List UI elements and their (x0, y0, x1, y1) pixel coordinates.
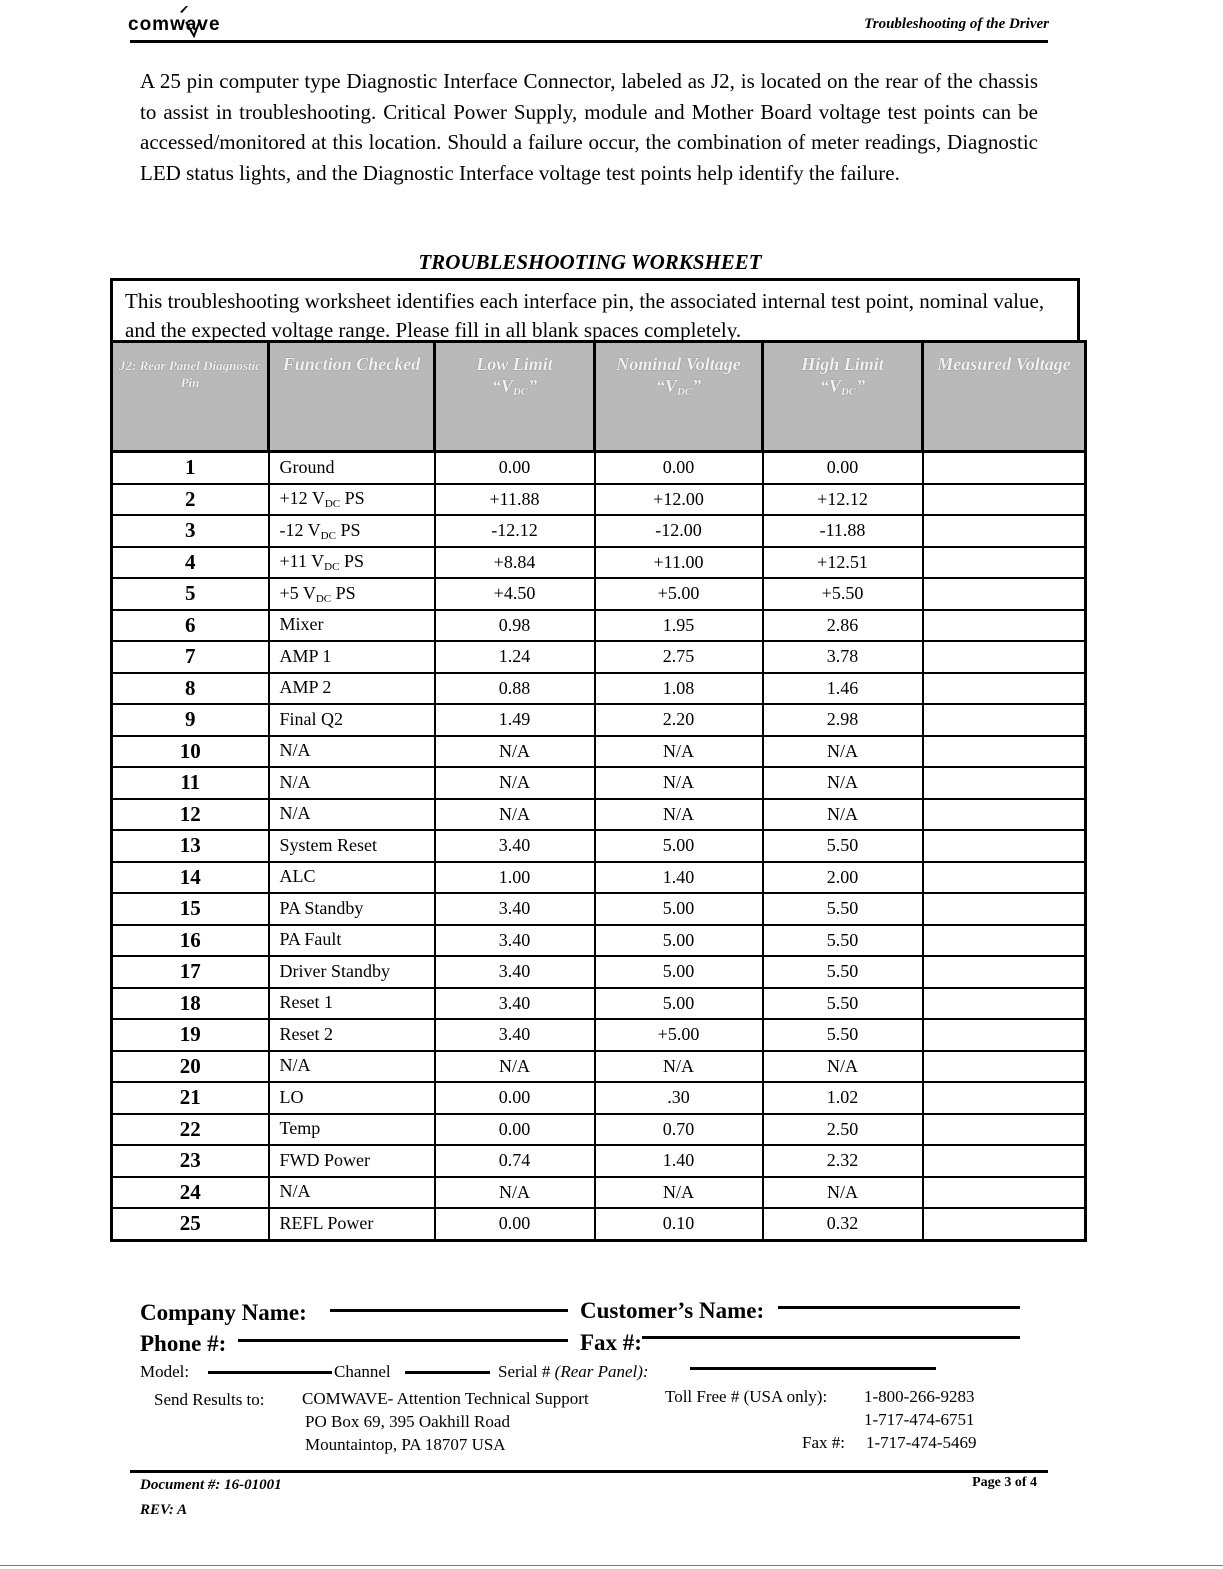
table-row (112, 956, 1086, 988)
table-row (112, 610, 1086, 642)
column-header-nominal: Nominal Voltage “$V_{DC}$” (595, 342, 763, 452)
nominal-voltage-cell: 5.00 (595, 956, 763, 988)
high-limit-cell: N/A (763, 736, 923, 768)
high-limit-cell: N/A (763, 799, 923, 831)
nominal-voltage-cell: N/A (595, 736, 763, 768)
pin-number-cell: 3 (112, 515, 269, 547)
function-cell: N/A (269, 1177, 435, 1209)
function-cell: -12 $V_{DC}$ PS (269, 515, 435, 547)
table-header-row (112, 342, 1086, 452)
measured-voltage-cell[interactable] (923, 736, 1086, 768)
pin-number-cell: 10 (112, 736, 269, 768)
function-cell: +5 $V_{DC}$ PS (269, 578, 435, 610)
phone-number: 1-717-474-6751 (864, 1410, 975, 1429)
measured-voltage-cell[interactable] (923, 956, 1086, 988)
low-limit-cell: 3.40 (435, 830, 595, 862)
high-limit-cell: -11.88 (763, 515, 923, 547)
function-cell: Temp (269, 1114, 435, 1146)
measured-voltage-cell[interactable] (923, 547, 1086, 579)
measured-voltage-cell[interactable] (923, 1177, 1086, 1209)
high-limit-cell: 5.50 (763, 988, 923, 1020)
low-limit-cell: +11.88 (435, 484, 595, 516)
table-row (112, 1019, 1086, 1051)
pin-number-cell: 8 (112, 673, 269, 705)
measured-voltage-cell[interactable] (923, 767, 1086, 799)
measured-voltage-cell[interactable] (923, 452, 1086, 484)
send-address-line2: Mountaintop, PA 18707 USA (305, 1435, 506, 1454)
high-limit-cell: +5.50 (763, 578, 923, 610)
table-row (112, 1114, 1086, 1146)
pin-number-cell: 24 (112, 1177, 269, 1209)
nominal-voltage-cell: -12.00 (595, 515, 763, 547)
pin-number-cell: 23 (112, 1145, 269, 1177)
column-header-pin: J2: Rear Panel Diagnostic Pin (112, 342, 269, 452)
nominal-voltage-cell: N/A (595, 1177, 763, 1209)
measured-voltage-cell[interactable] (923, 484, 1086, 516)
table-row (112, 988, 1086, 1020)
nominal-voltage-cell: 0.70 (595, 1114, 763, 1146)
measured-voltage-cell[interactable] (923, 1145, 1086, 1177)
function-cell: PA Fault (269, 925, 435, 957)
function-cell: +12 $V_{DC}$ PS (269, 484, 435, 516)
table-row (112, 547, 1086, 579)
low-limit-cell: +4.50 (435, 578, 595, 610)
send-company: COMWAVE- Attention Technical Support (302, 1389, 589, 1408)
high-limit-cell: N/A (763, 1177, 923, 1209)
nominal-voltage-cell: 5.00 (595, 925, 763, 957)
toll-free-number: 1-800-266-9283 (864, 1387, 975, 1406)
pin-number-cell: 21 (112, 1082, 269, 1114)
company-name-label: Company Name: (140, 1300, 307, 1325)
pin-number-cell: 1 (112, 452, 269, 484)
measured-voltage-cell[interactable] (923, 925, 1086, 957)
low-limit-cell: 3.40 (435, 893, 595, 925)
nominal-voltage-cell: 5.00 (595, 830, 763, 862)
troubleshooting-table (110, 340, 1087, 1242)
pin-number-cell: 9 (112, 704, 269, 736)
table-row (112, 452, 1086, 484)
table-row (112, 893, 1086, 925)
fax-number-label: Fax #: (802, 1433, 845, 1452)
intro-paragraph: A 25 pin computer type Diagnostic Interface Connector, labeled as J2, is located on the rear of the chassis to assist in troubleshooting. Critical Power Supply, module and Mother Board voltage test points can be accessed/monitored at this location. Should a failure occur, the combination of meter readings, Diagnostic LED status lights, and the Diagnostic Interface voltage test points help identify the failure. (140, 69, 1038, 185)
table-row (112, 830, 1086, 862)
table-row (112, 484, 1086, 516)
page-number: Page 3 of 4 (972, 1475, 1037, 1490)
customer-name-field[interactable] (778, 1306, 1020, 1309)
nominal-voltage-cell: N/A (595, 1051, 763, 1083)
measured-voltage-cell[interactable] (923, 893, 1086, 925)
function-cell: AMP 2 (269, 673, 435, 705)
function-cell: System Reset (269, 830, 435, 862)
function-cell: LO (269, 1082, 435, 1114)
worksheet-description: This troubleshooting worksheet identifies each interface pin, the associated internal test point, nominal value, and the expected voltage range. Please fill in all blank spaces completely. (110, 278, 1080, 340)
nominal-voltage-cell: +5.00 (595, 1019, 763, 1051)
document-number: Document #: 16-01001 (140, 1477, 282, 1493)
function-cell: +11 $V_{DC}$ PS (269, 547, 435, 579)
low-limit-cell: 0.00 (435, 452, 595, 484)
high-limit-cell: 5.50 (763, 1019, 923, 1051)
footer-divider (130, 1470, 1048, 1473)
nominal-voltage-cell: +12.00 (595, 484, 763, 516)
high-limit-cell: +12.12 (763, 484, 923, 516)
function-cell: AMP 1 (269, 641, 435, 673)
channel-field[interactable] (405, 1371, 490, 1374)
nominal-voltage-cell: N/A (595, 799, 763, 831)
nominal-voltage-cell: 0.00 (595, 452, 763, 484)
measured-voltage-cell[interactable] (923, 641, 1086, 673)
low-limit-cell: 0.74 (435, 1145, 595, 1177)
table-row (112, 1082, 1086, 1114)
function-cell: N/A (269, 799, 435, 831)
worksheet-title: TROUBLESHOOTING WORKSHEET (418, 250, 762, 274)
low-limit-cell: 0.98 (435, 610, 595, 642)
measured-voltage-cell[interactable] (923, 610, 1086, 642)
page-edge (0, 1565, 1223, 1566)
column-header-measured: Measured Voltage (923, 342, 1086, 452)
high-limit-cell: 1.46 (763, 673, 923, 705)
pin-number-cell: 19 (112, 1019, 269, 1051)
low-limit-cell: 0.00 (435, 1114, 595, 1146)
pin-number-cell: 6 (112, 610, 269, 642)
function-cell: Ground (269, 452, 435, 484)
table-row (112, 799, 1086, 831)
nominal-voltage-cell: 5.00 (595, 988, 763, 1020)
header-divider (130, 40, 1048, 43)
fax-number: 1-717-474-5469 (866, 1433, 977, 1452)
function-cell: PA Standby (269, 893, 435, 925)
low-limit-cell: N/A (435, 799, 595, 831)
customer-name-label: Customer’s Name: (580, 1298, 765, 1323)
low-limit-cell: -12.12 (435, 515, 595, 547)
high-limit-cell: 2.98 (763, 704, 923, 736)
low-limit-cell: 3.40 (435, 956, 595, 988)
function-cell: N/A (269, 1051, 435, 1083)
toll-free-label: Toll Free # (USA only): (665, 1387, 828, 1406)
table-row (112, 925, 1086, 957)
function-cell: Mixer (269, 610, 435, 642)
low-limit-cell: 3.40 (435, 1019, 595, 1051)
serial-label: Serial # (Rear Panel): (498, 1362, 649, 1381)
high-limit-cell: +12.51 (763, 547, 923, 579)
function-cell: FWD Power (269, 1145, 435, 1177)
low-limit-cell: 1.24 (435, 641, 595, 673)
low-limit-cell: 0.00 (435, 1082, 595, 1114)
high-limit-cell: 5.50 (763, 925, 923, 957)
measured-voltage-cell[interactable] (923, 862, 1086, 894)
pin-number-cell: 4 (112, 547, 269, 579)
measured-voltage-cell[interactable] (923, 515, 1086, 547)
send-address-line1: PO Box 69, 395 Oakhill Road (305, 1412, 510, 1431)
low-limit-cell: 1.00 (435, 862, 595, 894)
nominal-voltage-cell: 0.10 (595, 1208, 763, 1240)
pin-number-cell: 11 (112, 767, 269, 799)
table-row (112, 704, 1086, 736)
model-label: Model: (140, 1362, 190, 1381)
pin-number-cell: 7 (112, 641, 269, 673)
nominal-voltage-cell: 5.00 (595, 893, 763, 925)
nominal-voltage-cell: 2.75 (595, 641, 763, 673)
pin-number-cell: 20 (112, 1051, 269, 1083)
high-limit-cell: 0.32 (763, 1208, 923, 1240)
function-cell: Final Q2 (269, 704, 435, 736)
low-limit-cell: 3.40 (435, 925, 595, 957)
table-row (112, 1177, 1086, 1209)
measured-voltage-cell[interactable] (923, 830, 1086, 862)
pin-number-cell: 5 (112, 578, 269, 610)
measured-voltage-cell[interactable] (923, 1082, 1086, 1114)
revision: REV: A (140, 1502, 188, 1518)
high-limit-cell: 0.00 (763, 452, 923, 484)
high-limit-cell: 2.50 (763, 1114, 923, 1146)
high-limit-cell: N/A (763, 767, 923, 799)
nominal-voltage-cell: .30 (595, 1082, 763, 1114)
table-row (112, 515, 1086, 547)
table-row (112, 767, 1086, 799)
low-limit-cell: N/A (435, 1051, 595, 1083)
high-limit-cell: 2.32 (763, 1145, 923, 1177)
high-limit-cell: 5.50 (763, 956, 923, 988)
pin-number-cell: 17 (112, 956, 269, 988)
pin-number-cell: 13 (112, 830, 269, 862)
low-limit-cell: N/A (435, 767, 595, 799)
model-field[interactable] (208, 1371, 332, 1374)
low-limit-cell: 1.49 (435, 704, 595, 736)
nominal-voltage-cell: 1.40 (595, 862, 763, 894)
nominal-voltage-cell: 2.20 (595, 704, 763, 736)
measured-voltage-cell[interactable] (923, 1114, 1086, 1146)
nominal-voltage-cell: 1.08 (595, 673, 763, 705)
function-cell: N/A (269, 736, 435, 768)
low-limit-cell: N/A (435, 736, 595, 768)
function-cell: N/A (269, 767, 435, 799)
high-limit-cell: 5.50 (763, 830, 923, 862)
pin-number-cell: 2 (112, 484, 269, 516)
pin-number-cell: 14 (112, 862, 269, 894)
high-limit-cell: 5.50 (763, 893, 923, 925)
table-row (112, 1145, 1086, 1177)
column-header-low-limit: Low Limit “$V_{DC}$” (435, 342, 595, 452)
nominal-voltage-cell: N/A (595, 767, 763, 799)
nominal-voltage-cell: 1.95 (595, 610, 763, 642)
function-cell: ALC (269, 862, 435, 894)
fax-label: Fax #: (580, 1330, 642, 1355)
nominal-voltage-cell: +11.00 (595, 547, 763, 579)
page-header-title: Troubleshooting of the Driver (864, 16, 1049, 32)
serial-field[interactable] (690, 1367, 936, 1370)
measured-voltage-cell[interactable] (923, 988, 1086, 1020)
nominal-voltage-cell: 1.40 (595, 1145, 763, 1177)
table-row (112, 673, 1086, 705)
measured-voltage-cell[interactable] (923, 673, 1086, 705)
channel-label: Channel (334, 1362, 391, 1381)
measured-voltage-cell[interactable] (923, 578, 1086, 610)
low-limit-cell: 0.00 (435, 1208, 595, 1240)
phone-field[interactable] (238, 1339, 568, 1342)
send-results-label: Send Results to: (154, 1390, 265, 1409)
table-row (112, 578, 1086, 610)
table-row (112, 1208, 1086, 1240)
company-name-field[interactable] (330, 1309, 568, 1312)
measured-voltage-cell[interactable] (923, 799, 1086, 831)
table-row (112, 736, 1086, 768)
nominal-voltage-cell: +5.00 (595, 578, 763, 610)
function-cell: Reset 1 (269, 988, 435, 1020)
pin-number-cell: 22 (112, 1114, 269, 1146)
table-row (112, 641, 1086, 673)
high-limit-cell: N/A (763, 1051, 923, 1083)
phone-label: Phone #: (140, 1331, 227, 1356)
column-header-high-limit: High Limit “$V_{DC}$” (763, 342, 923, 452)
high-limit-cell: 2.00 (763, 862, 923, 894)
table-row (112, 1051, 1086, 1083)
logo-text: comwave (128, 14, 221, 35)
low-limit-cell: 0.88 (435, 673, 595, 705)
low-limit-cell: N/A (435, 1177, 595, 1209)
comwave-logo (128, 6, 264, 38)
high-limit-cell: 3.78 (763, 641, 923, 673)
low-limit-cell: 3.40 (435, 988, 595, 1020)
measured-voltage-cell[interactable] (923, 1208, 1086, 1240)
function-cell: REFL Power (269, 1208, 435, 1240)
high-limit-cell: 2.86 (763, 610, 923, 642)
low-limit-cell: +8.84 (435, 547, 595, 579)
table-body (112, 452, 1086, 1241)
high-limit-cell: 1.02 (763, 1082, 923, 1114)
function-cell: Driver Standby (269, 956, 435, 988)
pin-number-cell: 12 (112, 799, 269, 831)
column-header-function: Function Checked (269, 342, 435, 452)
function-cell: Reset 2 (269, 1019, 435, 1051)
measured-voltage-cell[interactable] (923, 704, 1086, 736)
fax-field[interactable] (642, 1336, 1020, 1339)
table-row (112, 862, 1086, 894)
pin-number-cell: 15 (112, 893, 269, 925)
pin-number-cell: 16 (112, 925, 269, 957)
pin-number-cell: 25 (112, 1208, 269, 1240)
pin-number-cell: 18 (112, 988, 269, 1020)
measured-voltage-cell[interactable] (923, 1051, 1086, 1083)
measured-voltage-cell[interactable] (923, 1019, 1086, 1051)
